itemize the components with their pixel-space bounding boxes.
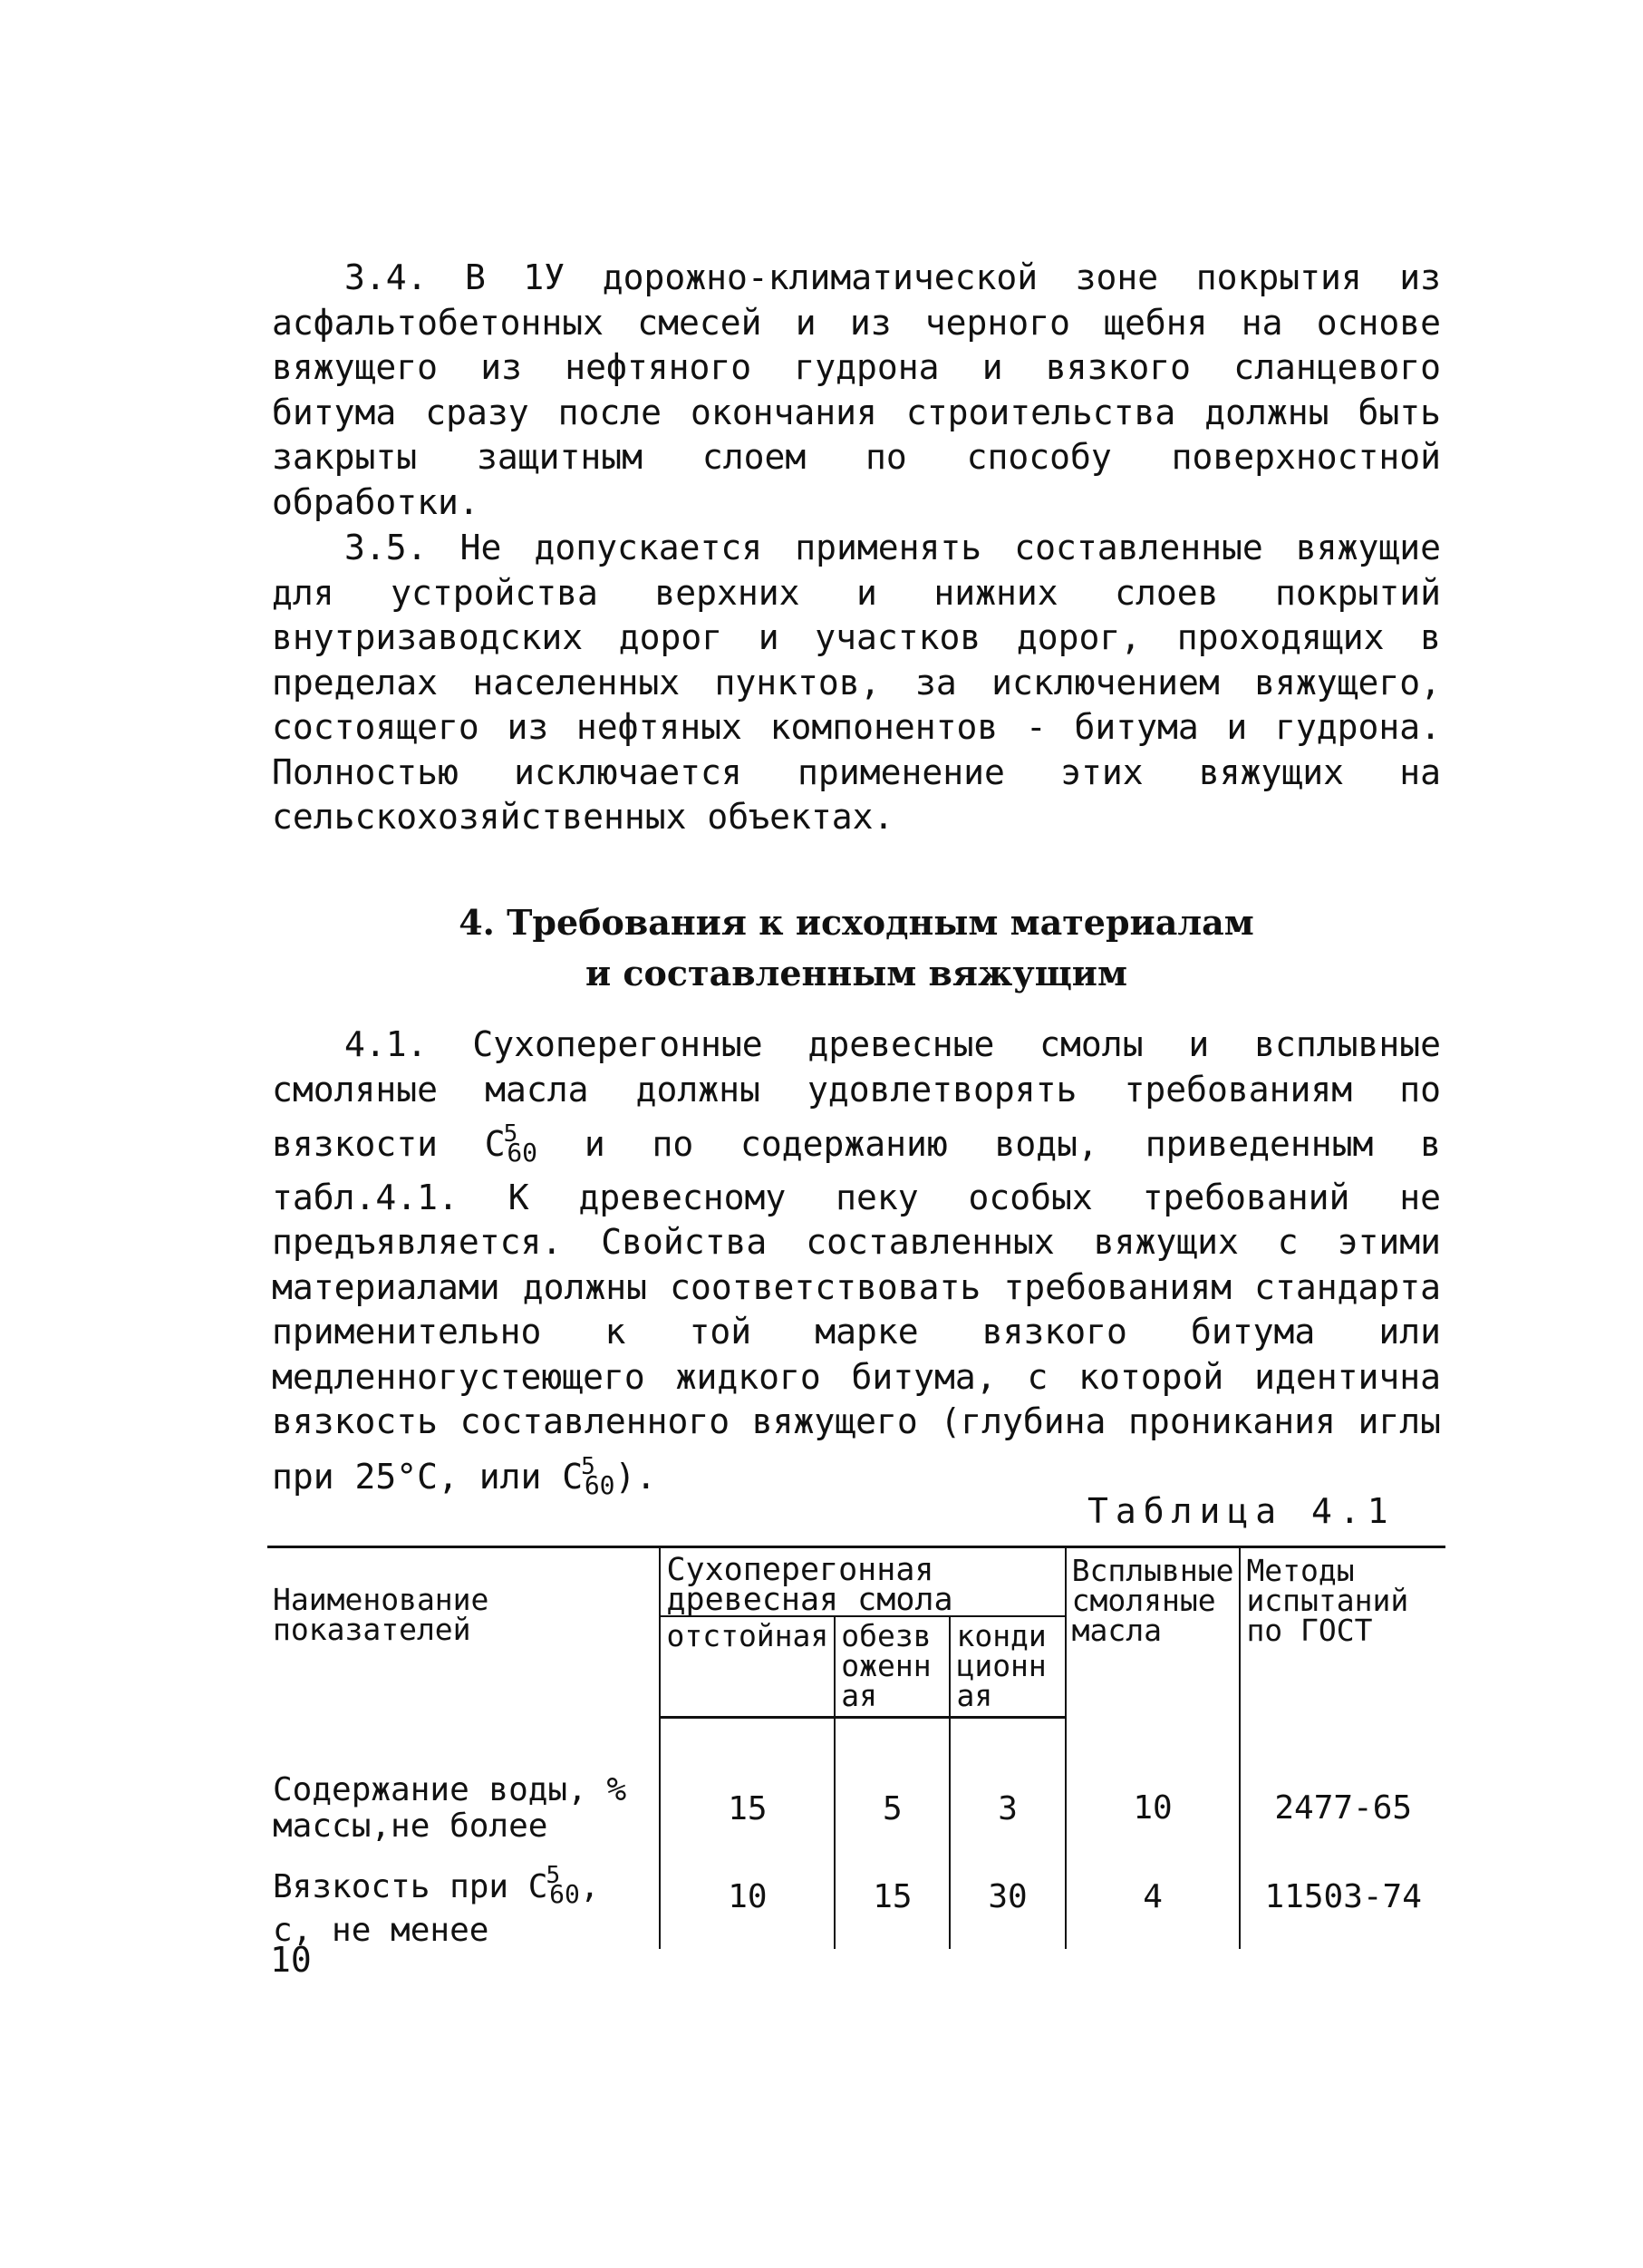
cell-water-4: 10 — [1066, 1718, 1241, 1845]
paragraph-4-1-part-b: и по содержанию воды, приведенным в табл.4.1. К древесному пеку особых требований не предъявляется. Свойства составленных вяжущих с этими материалами должны соответствовать требованиям стандарта применительно к той марке вязкого битума или медленногустеющего жидкого битума, с которой идентична вязкость составленного вяжущего (глубина проникания иглы при 25°С, или С — [272, 1124, 1441, 1497]
viscosity-superscript: 5 — [503, 1120, 518, 1148]
header-group: Сухоперегонная древесная смола — [660, 1547, 1065, 1617]
cell-visc-3: 30 — [950, 1845, 1065, 1949]
header-oil: Всплывные смоляные масла — [1066, 1547, 1241, 1718]
cell-visc-2: 15 — [835, 1845, 950, 1949]
cell-visc-4: 4 — [1066, 1845, 1241, 1949]
row-label-viscosity — [267, 1845, 660, 1949]
table-row-viscosity — [267, 1845, 1445, 1949]
paragraph-3-4 — [272, 256, 1441, 525]
row-label-water: Содержание воды, % массы,не более — [273, 1770, 627, 1845]
viscosity-superscript-2: 5 — [581, 1452, 595, 1480]
paragraph-4-1-part-a: 4.1. Сухоперегонные древесные смолы и всплывные смоляные масла должны удовлетворять требованиям по вязкости С — [272, 1024, 1441, 1164]
section-heading-line-1: 4. Требования к исходным материалам — [459, 902, 1254, 943]
header-name: Наименование показателей — [273, 1582, 489, 1647]
paragraph-3-5 — [272, 526, 1441, 840]
cell-water-3: 3 — [950, 1718, 1065, 1845]
paragraph-4-1-text — [272, 1023, 1441, 1507]
header-sub-1: отстойная — [660, 1616, 835, 1718]
requirements-table — [267, 1546, 1445, 1949]
table-row-water — [267, 1718, 1445, 1845]
cell-water-1: 15 — [660, 1718, 835, 1845]
cell-water-method: 2477-65 — [1240, 1718, 1445, 1845]
cell-visc-1: 10 — [660, 1845, 835, 1949]
paragraph-4-1 — [272, 1023, 1441, 1507]
viscosity-subscript: 60 — [507, 1138, 538, 1168]
paragraph-4-1-part-c: ). — [614, 1456, 657, 1497]
table-caption: Таблица 4.1 — [1087, 1491, 1396, 1531]
viscosity-subscript-2: 60 — [584, 1469, 615, 1500]
header-method: Методы испытаний по ГОСТ — [1240, 1547, 1445, 1718]
row-viscosity-sub: 60 — [549, 1878, 580, 1909]
table-header-row-1 — [267, 1547, 1445, 1617]
cell-visc-method: 11503-74 — [1240, 1845, 1445, 1949]
page-number: 10 — [270, 1940, 312, 1980]
section-heading-line-2: и составленным вяжущим — [585, 953, 1128, 993]
section-4-heading — [272, 897, 1441, 999]
header-sub-2: обезвоженная — [835, 1616, 950, 1718]
row-label-viscosity-b: , с, не менее — [273, 1867, 600, 1949]
cell-water-2: 5 — [835, 1718, 950, 1845]
paragraph-3-4-text: 3.4. В 1У дорожно-климатической зоне покрытия из асфальтобетонных смесей и из черного щебня на основе вяжущего из нефтяного гудрона и вязкого сланцевого битума сразу после окончания строительства должны быть закрыты защитным слоем по способу поверхностной обработки. — [272, 257, 1441, 522]
paragraph-3-5-text: 3.5. Не допускается применять составленные вяжущие для устройства верхних и нижних слоев покрытий внутризаводских дорог и участков дорог, проходящих в пределах населенных пунктов, за исключением вяжущего, состоящего из нефтяных компонентов - битума и гудрона. Полностью исключается применение этих вяжущих на сельскохозяйственных объектах. — [272, 528, 1441, 837]
row-label-viscosity-a: Вязкость при С — [273, 1867, 548, 1905]
row-viscosity-sup: 5 — [546, 1861, 561, 1889]
header-sub-3: кондиционная — [950, 1616, 1065, 1718]
